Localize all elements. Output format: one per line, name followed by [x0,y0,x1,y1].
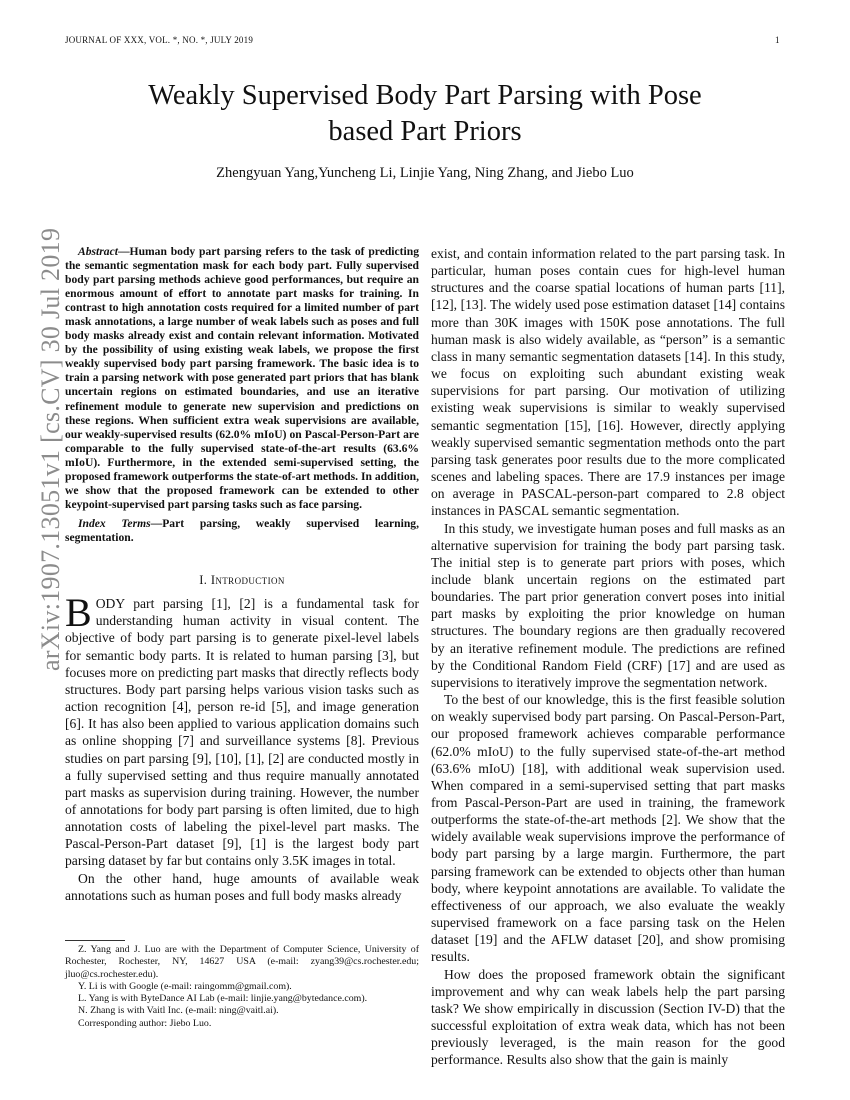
right-column [431,245,785,1069]
body-paragraph: exist, and contain information related to the part parsing task. In particular, human poses contain cues for high-level human structures and the coarse spatial locations of human parts [11], [12], [13]. The widely used pose estimation dataset [14] contains more than 30K images with 150K pose annotations. The full human mask is also widely available, as “person” is a semantic class in many semantic segmentation datasets [14]. In this study, we focus on exploiting such abundant existing weak supervisions for part parsing. Our motivation of utilizing existing weak supervisions is similar to weakly supervised semantic segmentation [15], [16]. However, directly applying weakly supervised semantic segmentation methods onto the part parsing task generates poor results due to the more complicated scenes and labeling spaces. There are 17.9 instances per image on average in PASCAL-person-part compared to 2.8 object instances in PASCAL semantic segmentation. [431,246,785,519]
footnote-corresponding-author: Corresponding author: Jiebo Luo. [78,1017,212,1029]
footnote-affiliation-yang: L. Yang is with ByteDance AI Lab (e-mail: linjie.yang@bytedance.com). [78,993,368,1005]
arxiv-identifier: arXiv:1907.13051v1 [cs.CV] 30 Jul 2019 [36,227,65,671]
abstract-text: —Human body part parsing refers to the task of predicting the semantic segmentation mask for each body part. Fully supervised body part parsing methods achieve good performances, but require an enormous amount of effort to annotate part masks for training. In contrast to high annotation costs required for a limited number of part mask annotations, a large number of weak labels such as poses and full body masks already exist and contain relevant information. Motivated by the possibility of using existing weak labels, we propose the first weakly supervised body part parsing framework. The basic idea is to train a parsing network with pose generated part priors that has blank uncertain regions on estimated boundaries, and use an iterative refinement module to generate new supervision and predictions on these regions. When sufficient extra weak supervisions are available, our weakly-supervised results (62.0% mIoU) on Pascal-Person-Part are comparable to the fully supervised state-of-the-art results (63.6% mIoU). Furthermore, in the extended semi-supervised setting, the proposed framework outperforms the state-of-art methods. In addition, we show that the proposed framework can be extended to other keypoint-supervised part parsing tasks such as face parsing. [65,245,419,511]
left-column [65,245,419,904]
author-list: Zhengyuan Yang,Yuncheng Li, Linjie Yang, Ning Zhang, and Jiebo Luo [216,165,634,181]
footnotes [65,944,419,1030]
footnote-affiliation-li: Y. Li is with Google (e-mail: raingomm@gmail.com). [78,980,292,992]
section-heading-introduction: I. Introduction [199,572,285,587]
abstract [65,245,419,512]
footnote-divider [65,940,125,941]
intro-paragraph-1-text: ODY part parsing [1], [2] is a fundamental task for understanding human activity in visual content. The objective of body part parsing is to generate pixel-level labels for semantic body parts. It is related to human parsing [3], but focuses more on predicting part masks that directly reflects body structures. Body part parsing helps various vision tasks such as action recognition [4], person re-id [5], and image generation [6]. It has also been applied to various application domains such as online shopping [7] and surveillance systems [8]. Previous studies on part parsing [9], [10], [1], [2] are conducted mostly in a fully supervised setting and thus require manually annotated part masks as supervision during training. However, the number of annotations for body part parsing is often limited, due to high annotation costs of labeling the pixel-level part masks. The Pascal-Person-Part dataset [9], [1] is the largest body part parsing dataset by far but contains only 3.5K images in total. [65,596,419,869]
index-terms-text: —Part parsing, weakly supervised learning, segmentation. [65,516,419,544]
paper-title [65,78,785,150]
body-paragraph: In this study, we investigate human poses and full masks as an alternative supervision for training the body part parsing task. The initial step is to generate part priors with poses, which include blank uncertain regions on the estimated part boundaries. The part prior generation convert poses into initial part masks by exploiting the prior knowledge on human structures. The boundary regions are then gradually recovered by an iterative refinement module. The predictions are refined by the Conditional Random Field (CRF) [17] and are used as supervisions to iteratively improve the segmentation network. [431,520,785,690]
index-terms-label: Index Terms [78,516,151,530]
footnote-affiliation-yang-luo: Z. Yang and J. Luo are with the Department of Computer Science, University of Rochester, Rochester, NY, 14627 USA (e-mail: zyang39@cs.rochester.edu; jluo@cs.rochester.edu). [65,944,419,980]
index-terms [65,517,419,545]
page-number: 1 [775,35,780,45]
abstract-label: Abstract [78,245,118,258]
intro-paragraph-1 [65,590,419,870]
footnote-affiliation-zhang: N. Zhang is with Vaitl Inc. (e-mail: ning@vaitl.ai). [78,1005,279,1017]
intro-paragraph-2: On the other hand, huge amounts of available weak annotations such as human poses and full body masks already [65,870,419,903]
body-paragraph: How does the proposed framework obtain the significant improvement and why can weak labels help the part parsing task? We show empirically in discussion (Section IV-D) that the successful exploitation of extra weak data, which has not been previously leveraged, is the main reason for the good performance. Results also show that the gain is mainly [431,966,785,1068]
body-paragraph: To the best of our knowledge, this is the first feasible solution on weakly supervised body part parsing. On Pascal-Person-Part, our proposed framework achieves comparable performance (62.0% mIoU) to the fully supervised state-of-the-art method (63.6% mIoU) [18], with additional weak supervision used. When compared in a semi-supervised setting that part masks from Pascal-Person-Part are used in training, the framework outperforms the state-of-the-art methods [2]. We show that the widely available weak supervisions improve the performance of body part parsing by a large margin. Furthermore, the part parsing framework can be extended to objects other than human body, where keypoint annotations are available. To validate the effectiveness of our approach, we also evaluate the weakly supervised framework on a face parsing task on the Helen dataset [19] and the AFLW dataset [20], and show promising results. [431,692,785,965]
title-line-2: based Part Priors [328,116,522,147]
title-line-1: Weakly Supervised Body Part Parsing with Pose [148,80,702,111]
running-header: JOURNAL OF XXX, VOL. *, NO. *, JULY 2019 [65,35,254,45]
drop-cap: B [65,590,92,636]
